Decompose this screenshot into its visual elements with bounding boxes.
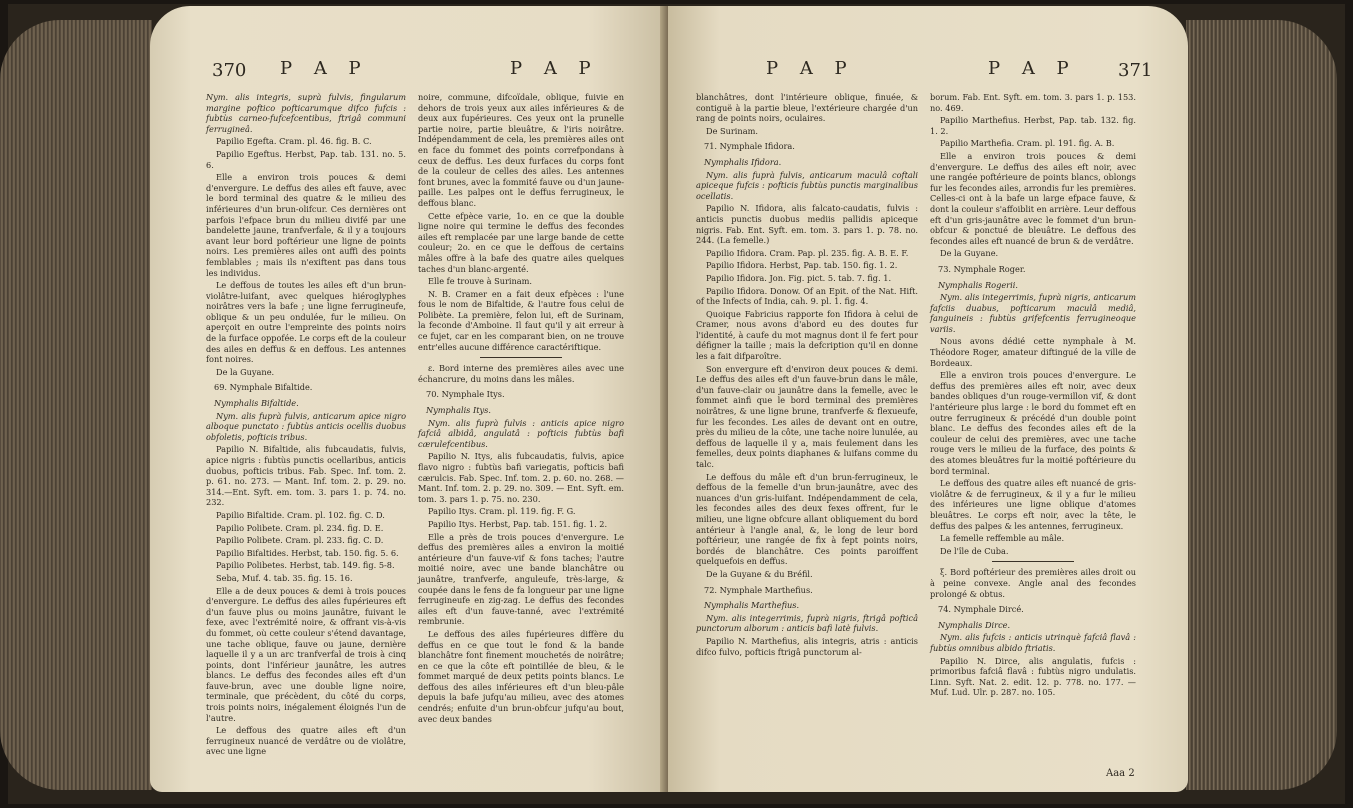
paragraph: Papilio Itys. Cram. pl. 119. fig. F. G. bbox=[428, 506, 576, 517]
paragraph: Nym. alis fuprà fulvis : anticis apice nigro fafciâ albidâ, angulatâ : pofticis fubtùs bafi cærulefcentibus. bbox=[418, 417, 624, 449]
right-page-edges bbox=[1186, 20, 1337, 790]
paragraph: blanchâtres, dont l'intérieure oblique, finuée, & contiguë à la partie bleue, l'extérieure chargée d'un rang de points noirs, oculaires. bbox=[696, 92, 918, 124]
paragraph: Nym. alis fufcis : anticis utrinquè fafciâ flavâ : fubtùs omnibus albido ftriatis. bbox=[930, 632, 1136, 653]
entry-heading: Nymphalis Rogerii. bbox=[938, 279, 1018, 290]
paragraph: Nym. alis fuprà fulvis, anticarum maculâ coftali apiceque fufcis : pofticis fubtùs punctis marginalibus ocellatis. bbox=[696, 169, 918, 201]
page-number: 371 bbox=[1118, 60, 1153, 81]
entry-heading: 70. Nymphale Itys. bbox=[426, 389, 505, 400]
left-column-2 bbox=[418, 92, 624, 726]
paragraph: Le deffous des quatre ailes eft d'un ferrugineux nuancé de verdâtre ou de violâtre, avec une ligne bbox=[206, 725, 406, 757]
entry-heading: Nymphalis Dirce. bbox=[938, 619, 1011, 630]
paragraph: Papilio N. Bifaltide, alis fubcaudatis, fulvis, apice nigris : fubtùs punctis ocellaribus, anticis duobus, pofticis tribus. Fab. Spec. Inf. tom. 2. p. 61. no. 273. — Mant. Inf. tom. 2. p. 29. no. 314.—Ent. Syft. em. tom. 3. pars 1. p. 74. no. 232. bbox=[206, 444, 406, 508]
paragraph: Papilio Bifaltide. Cram. pl. 102. fig. C. D. bbox=[216, 509, 385, 520]
paragraph: Papilio N. Dirce, alis angulatis, fufcis : primoribus fafciâ flavâ : fubtùs nigro undulatis. Linn. Syft. Nat. 2. edit. 12. p. 778. no. 177. — Muf. Lud. Ulr. p. 287. no. 105. bbox=[930, 655, 1136, 698]
right-column-2 bbox=[930, 92, 1136, 700]
running-head-right: P A P bbox=[988, 58, 1077, 79]
section-rule bbox=[992, 561, 1074, 562]
paragraph: Le deffous des quatre ailes eft nuancé de gris-violâtre & de ferrugineux, & il y a fur le milieu des inférieures une ligne oblique d'atomes bleuâtres. Le corps eft noir, avec la tête, le deffus des palpes & les antennes, ferrugineux. bbox=[930, 478, 1136, 531]
entry-heading: 69. Nymphale Bifaltide. bbox=[214, 382, 313, 393]
entry-heading: 74. Nymphale Dircé. bbox=[938, 604, 1024, 615]
paragraph: noire, commune, difcoïdale, oblique, fuivie en dehors de trois yeux aux ailes inférieures & de deux aux fupérieures. Ces yeux ont la prunelle partie noire, partie bleuâtre, & l'iris noirâtre. Indépendamment de cela, les premières ailes ont en face du fommet des points correfpondans à ceux de deffus. Les deux furfaces du corps font de la couleur de celles des ailes. Les antennes font brunes, avec la fommité fauve ou d'un jaune-paille. Les palpes ont le deffus ferrugineux, le deffous blanc. bbox=[418, 92, 624, 208]
paragraph: Papilio Egefta. Cram. pl. 46. fig. B. C. bbox=[216, 136, 372, 147]
paragraph: N. B. Cramer en a fait deux efpèces : l'une fous le nom de Bifaltide, & l'autre fous celui de Polibète. La première, felon lui, eft de Surinam, la feconde d'Amboine. Il faut qu'il y ait erreur à ce fujet, car en les comparant bien, on ne trouve entr'elles aucune différence caractériftique. bbox=[418, 288, 624, 352]
paragraph: Elle a environ trois pouces & demi d'envergure. Le deffus des ailes eft fauve, avec le bord terminal des quatre & le milieu des inférieures d'un brun-olifcur. Ces dernières ont parfois l'efpace brun du milieu divifé par une bandelette jaune, tranfverfale, & il y a toujours avant leur bord poftérieur une ligne de points noirs. Les premières ailes ont auffi des points femblables ; mais ils n'exiftent pas dans tous les individus. bbox=[206, 172, 406, 278]
paragraph: ξ. Bord poftérieur des premières ailes droit ou à peine convexe. Angle anal des fecondes prolongé & obtus. bbox=[930, 567, 1136, 599]
paragraph: Elle a de deux pouces & demi à trois pouces d'envergure. Le deffus des ailes fupérieures eft d'un fauve plus ou moins jaunâtre, fuivant le fexe, avec l'extrémité noire, & offrant vis-à-vis du fommet, où cette couleur s'étend davantage, une tache oblique, fauve ou jaune, dernière laquelle il y a un arc tranfverfal de trois à cinq points, dont l'inférieur jaunâtre, les autres blancs. Le deffus des fecondes ailes eft d'un fauve-brun, avec une double ligne noire, terminale, que précèdent, du côté du corps, trois points noirs, inégalement éloignés l'un de l'autre. bbox=[206, 585, 406, 723]
paragraph: Papilio N. Ifidora, alis falcato-caudatis, fulvis : anticis punctis duobus mediis pallidis apiceque nigris. Fab. Ent. Syft. em. tom. 3. pars 1. p. 78. no. 244. (La femelle.) bbox=[696, 203, 918, 246]
entry-heading: 71. Nymphale Ifidora. bbox=[704, 141, 795, 152]
paragraph: Elle a environ trois pouces & demi d'envergure. Le deffus des ailes eft noir, avec une rangée poftérieure de points blancs, oblongs fur les fecondes ailes, arrondis fur les premières. Celles-ci ont à la bafe un large efpace fauve, & dont la couleur s'affoiblit en arrière. Leur deffous eft d'un gris-jaunâtre avec le fommet d'un brun-obfcur & ponctué de bleuâtre. Le deffous des fecondes ailes eft nuancé de brun & de verdâtre. bbox=[930, 150, 1136, 246]
left-page-edges bbox=[0, 20, 152, 790]
paragraph: ε. Bord interne des premières ailes avec une échancrure, du moins dans les mâles. bbox=[418, 363, 624, 384]
paragraph: Papilio N. Itys, alis fubcaudatis, fulvis, apice flavo nigro : fubtùs bafi variegatis, pofticis bafi cærulcis. Fab. Spec. Inf. tom. 2. p. 60. no. 268. — Mant. Inf. tom. 2. p. 29. no. 309. — Ent. Syft. em. tom. 3. pars 1. p. 75. no. 230. bbox=[418, 451, 624, 504]
paragraph: borum. Fab. Ent. Syft. em. tom. 3. pars 1. p. 153. no. 469. bbox=[930, 92, 1136, 113]
entry-heading: Nymphalis Marthefius. bbox=[704, 600, 800, 611]
paragraph: De la Guyane. bbox=[940, 248, 999, 259]
page-number: 370 bbox=[212, 60, 247, 81]
paragraph: Papilio Marthefius. Herbst, Pap. tab. 132. fig. 1. 2. bbox=[930, 115, 1136, 136]
entry-heading: 73. Nymphale Roger. bbox=[938, 263, 1026, 274]
paragraph: Nym. alis integris, suprà fulvis, fingularum margine poftico pofticarumque difco fufcis : fubtùs carneo-fufcefcentibus, ftrigâ communi ferrugineâ. bbox=[206, 92, 406, 134]
paragraph: Quoique Fabricius rapporte fon Ifidora à celui de Cramer, nous avons d'abord eu des doutes fur l'identité, à caufe du mot magnus dont il fe fert pour défigner la taille ; mais la defcription qu'il en donne les a fait difparoître. bbox=[696, 308, 918, 362]
section-rule bbox=[480, 357, 562, 358]
paragraph: Papilio Polibetes. Herbst, tab. 149. fig. 5-8. bbox=[216, 560, 395, 571]
paragraph: Papilio Ifidora. Cram. Pap. pl. 235. fig. A. B. E. F. bbox=[706, 247, 909, 258]
signature-mark: Aaa 2 bbox=[1106, 768, 1135, 779]
paragraph: Elle a environ trois pouces d'envergure. Le deffus des premières ailes eft noir, avec deux bandes obliques d'un rouge-vermillon vif, & dont l'antérieure plus large : le bord du fommet eft en outre ferrugineux & précédé d'un double point blanc. Le deffus des fecondes ailes eft de la couleur de celui des premières, avec une tache rouge vers le milieu de la furface, des points & des atomes bleuâtres fur la moitié poftérieure du bord terminal. bbox=[930, 370, 1136, 476]
paragraph: Papilio Ifidora. Herbst, Pap. tab. 150. fig. 1. 2. bbox=[706, 260, 898, 271]
running-head: P A P bbox=[766, 58, 855, 79]
paragraph: Papilio Itys. Herbst, Pap. tab. 151. fig. 1. 2. bbox=[428, 518, 608, 529]
running-head-right: P A P bbox=[510, 58, 599, 79]
paragraph: Papilio Ifidora. Donow. Of an Epit. of the Nat. Hift. of the Infects of India, cah. 9. pl. 1. fig. 4. bbox=[696, 285, 918, 307]
left-page bbox=[150, 6, 666, 792]
right-page bbox=[668, 6, 1188, 792]
paragraph: Papilio Marthefia. Cram. pl. 191. fig. A. B. bbox=[940, 138, 1115, 149]
paragraph: Seba, Muf. 4. tab. 35. fig. 15. 16. bbox=[216, 572, 353, 583]
entry-heading: Nymphalis Itys. bbox=[426, 405, 491, 416]
paragraph: Nym. alis integerrimis, fuprà nigris, ftrigâ pofticâ punctorum alborum : anticis bafi latè fulvis. bbox=[696, 612, 918, 634]
entry-heading: 72. Nymphale Marthefius. bbox=[704, 584, 813, 595]
paragraph: De Surinam. bbox=[706, 125, 758, 136]
paragraph: La femelle reffemble au mâle. bbox=[940, 533, 1065, 544]
paragraph: Le deffous du mâle eft d'un brun-ferrugineux, le deffous de la femelle d'un brun-jaunâtre, avec des nuances d'un gris-luifant. Indépendamment de cela, les fecondes ailes des deux fexes offrent, fur le milieu, une ligne obfcure allant obliquement du bord antérieur à l'angle anal, &, le long de leur bord poftérieur, une rangée de fix à fept points noirs, bordés de blanchâtre. Ces points paroiffent quelquefois en deffus. bbox=[696, 471, 918, 567]
paragraph: Papilio Polibete. Cram. pl. 233. fig. C. D. bbox=[216, 535, 384, 546]
paragraph: De la Guyane. bbox=[216, 366, 275, 377]
paragraph: De l'île de Cuba. bbox=[940, 545, 1009, 556]
entry-heading: Nymphalis Bifaltide. bbox=[214, 398, 299, 409]
paragraph: Papilio N. Marthefius, alis integris, atris : anticis difco fulvo, pofticis ftrigâ punctorum al- bbox=[696, 635, 918, 657]
paragraph: Nous avons dédié cette nymphale à M. Théodore Roger, amateur diftingué de la ville de Bordeaux. bbox=[930, 336, 1136, 368]
right-column-1 bbox=[696, 92, 918, 659]
paragraph: Le deffous de toutes les ailes eft d'un brun-violâtre-luifant, avec quelques hiéroglyphes noirâtres vers la bafe ; une ligne ferrugineufe, oblique & un peu ondulée, fur le milieu. On aperçoit en outre l'empreinte des points noirs de la furface oppofée. Le corps eft de la couleur des ailes en deffus & en deffous. Les antennes font noires. bbox=[206, 280, 406, 365]
paragraph: De la Guyane & du Bréfil. bbox=[706, 568, 813, 579]
running-head: P A P bbox=[280, 58, 369, 79]
paragraph: Cette efpèce varie, 1o. en ce que la double ligne noire qui termine le deffus des fecondes ailes eft remplacée par une large bande de cette couleur; 2o. en ce que le deffous de certains mâles offre à la bafe des quatre ailes quelques taches d'un blanc-argenté. bbox=[418, 210, 624, 274]
paragraph: Papilio Polibete. Cram. pl. 234. fig. D. E. bbox=[216, 522, 384, 533]
paragraph: Son envergure eft d'environ deux pouces & demi. Le deffus des ailes eft d'un fauve-brun dans le mâle, d'un fauve-clair ou jaunâtre dans la femelle, avec le fommet ainfi que le bord terminal des premières noirâtres, & une ligne brune, tranfverfe & flexueufe, fur les fecondes. Les ailes de devant ont en outre, près du milieu de la côte, une tache noire lunulée, au deffous de laquelle il y a, mais feulement dans les femelles, deux points diaphanes & luifans comme du talc. bbox=[696, 363, 918, 469]
paragraph: Papilio Bifaltides. Herbst, tab. 150. fig. 5. 6. bbox=[216, 547, 399, 558]
paragraph: Elle a près de trois pouces d'envergure. Le deffus des premières ailes a environ la moitié antérieure d'un fauve-vif & fons taches; l'autre moitié noire, avec une bande blanchâtre ou jaunâtre, tranfverfe, anguleufe, très-large, & coupée dans le fens de fa longueur par une ligne ferrugineufe en zig-zag. Le deffus des fecondes ailes eft d'un fauve-tanné, avec l'extrémité rembrunie. bbox=[418, 531, 624, 627]
left-column-1 bbox=[206, 92, 406, 759]
entry-heading: Nymphalis Ifidora. bbox=[704, 156, 782, 167]
paragraph: Le deffous des ailes fupérieures diffère du deffus en ce que tout le fond & la bande blanchâtre font finement mouchetés de noirâtre; en ce que la côte eft pointillée de bleu, & le fommet marqué de deux petits points blancs. Le deffous des ailes inférieures eft d'un bleu-pâle depuis la bafe jufqu'au milieu, avec des atomes cendrés; enfuite d'un brun-obfcur jufqu'au bout, avec deux bandes bbox=[418, 628, 624, 724]
paragraph: Papilio Egeftus. Herbst, Pap. tab. 131. no. 5. 6. bbox=[206, 148, 406, 170]
paragraph: Nym. alis fuprà fulvis, anticarum apice nigro alboque punctato : fubtùs anticis ocellis duobus obfoletis, pofticis tribus. bbox=[206, 410, 406, 442]
paragraph: Papilio Ifidora. Jon. Fig. pict. 5. tab. 7. fig. 1. bbox=[706, 272, 892, 283]
paragraph: Nym. alis integerrimis, fuprà nigris, anticarum fafciis duabus, pofticarum maculâ mediâ, fanguineis : fubtùs grifefcentis ferrugineoque variis. bbox=[930, 292, 1136, 334]
paragraph: Elle fe trouve à Surinam. bbox=[428, 276, 533, 287]
